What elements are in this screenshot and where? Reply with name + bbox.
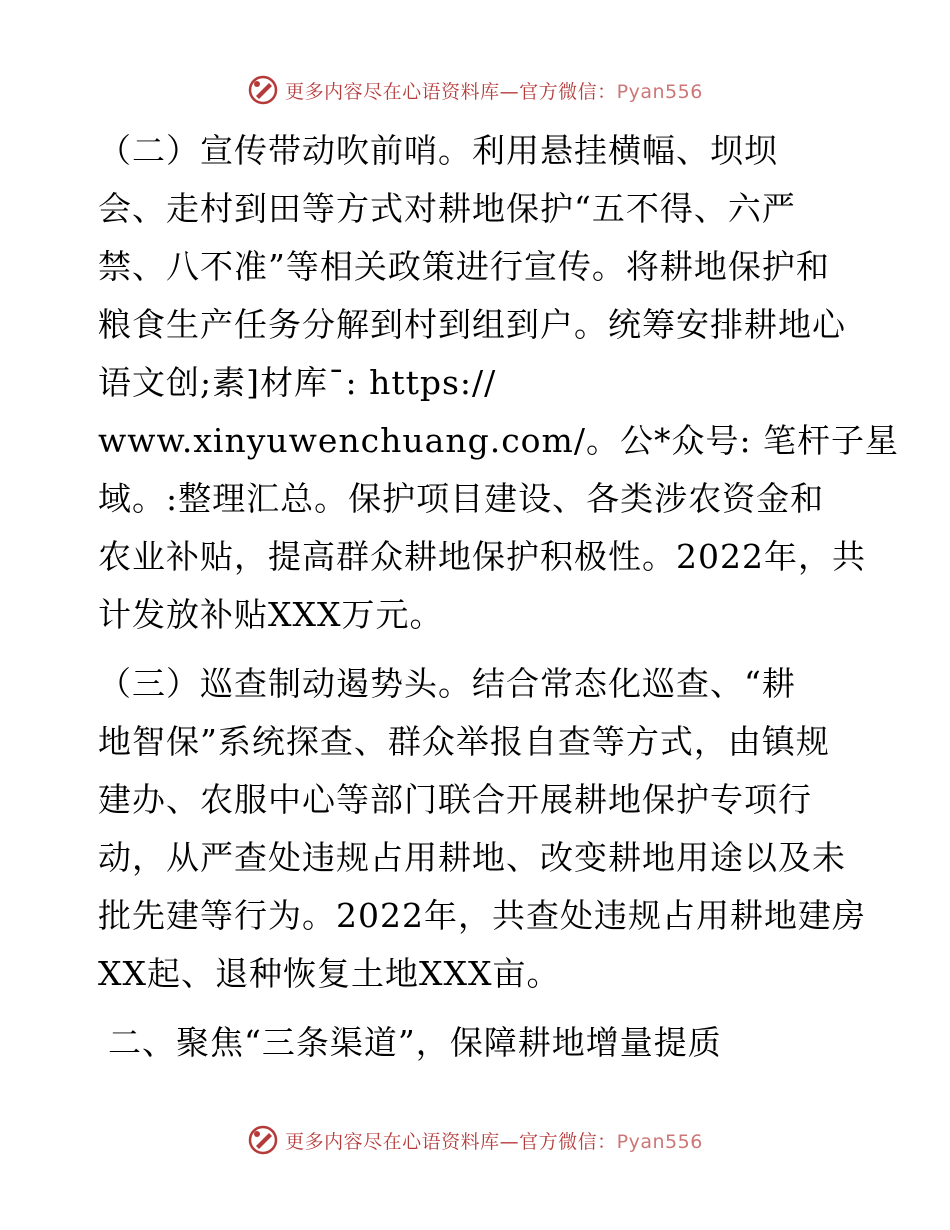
text-line: 语文创;素]材库¯: https:// <box>98 363 497 402</box>
text-line: 域。:整理汇总。保护项目建设、各类涉农资金和 <box>98 479 825 518</box>
text-line: （三）巡查制动遏势头。结合常态化巡查、“耕 <box>98 664 796 703</box>
logo-icon <box>247 74 279 106</box>
text-line: 粮食生产任务分解到村到组到户。统筹安排耕地心 <box>98 305 846 344</box>
text-line: 禁、八不准”等相关政策进行宣传。将耕地保护和 <box>98 247 830 286</box>
header-watermark-banner <box>0 70 950 110</box>
document-body <box>98 122 900 1072</box>
text-line: www.xinyuwenchuang.com/。公*众号: 笔杆子星 <box>98 421 900 460</box>
text-line: 会、走村到田等方式对耕地保护“五不得、六严 <box>98 189 796 228</box>
text-line: 农业补贴，提高群众耕地保护积极性。2022年，共 <box>98 537 866 576</box>
text-line: 计发放补贴XXX万元。 <box>98 595 444 634</box>
logo-icon <box>247 1124 279 1156</box>
banner-account: Pyan556 <box>616 80 703 103</box>
text-line: 批先建等行为。2022年，共查处违规占用耕地建房 <box>98 896 866 935</box>
text-line: 动，从严查处违规占用耕地、改变耕地用途以及未 <box>98 838 846 877</box>
text-line: （二）宣传带动吹前哨。利用悬挂横幅、坝坝 <box>98 131 778 170</box>
footer-watermark-banner <box>0 1120 950 1160</box>
section-heading: 二、聚焦“三条渠道”，保障耕地增量提质 <box>108 1023 722 1062</box>
text-line: 地智保”系统探查、群众举报自查等方式，由镇规 <box>98 722 830 761</box>
text-line: 建办、农服中心等部门联合开展耕地保护专项行 <box>98 780 812 819</box>
banner-text: 更多内容尽在心语资料库—官方微信： <box>285 80 617 103</box>
text-line: XX起、退种恢复土地XXX亩。 <box>98 954 561 993</box>
banner-account: Pyan556 <box>616 1130 703 1153</box>
banner-text: 更多内容尽在心语资料库—官方微信： <box>285 1130 617 1153</box>
